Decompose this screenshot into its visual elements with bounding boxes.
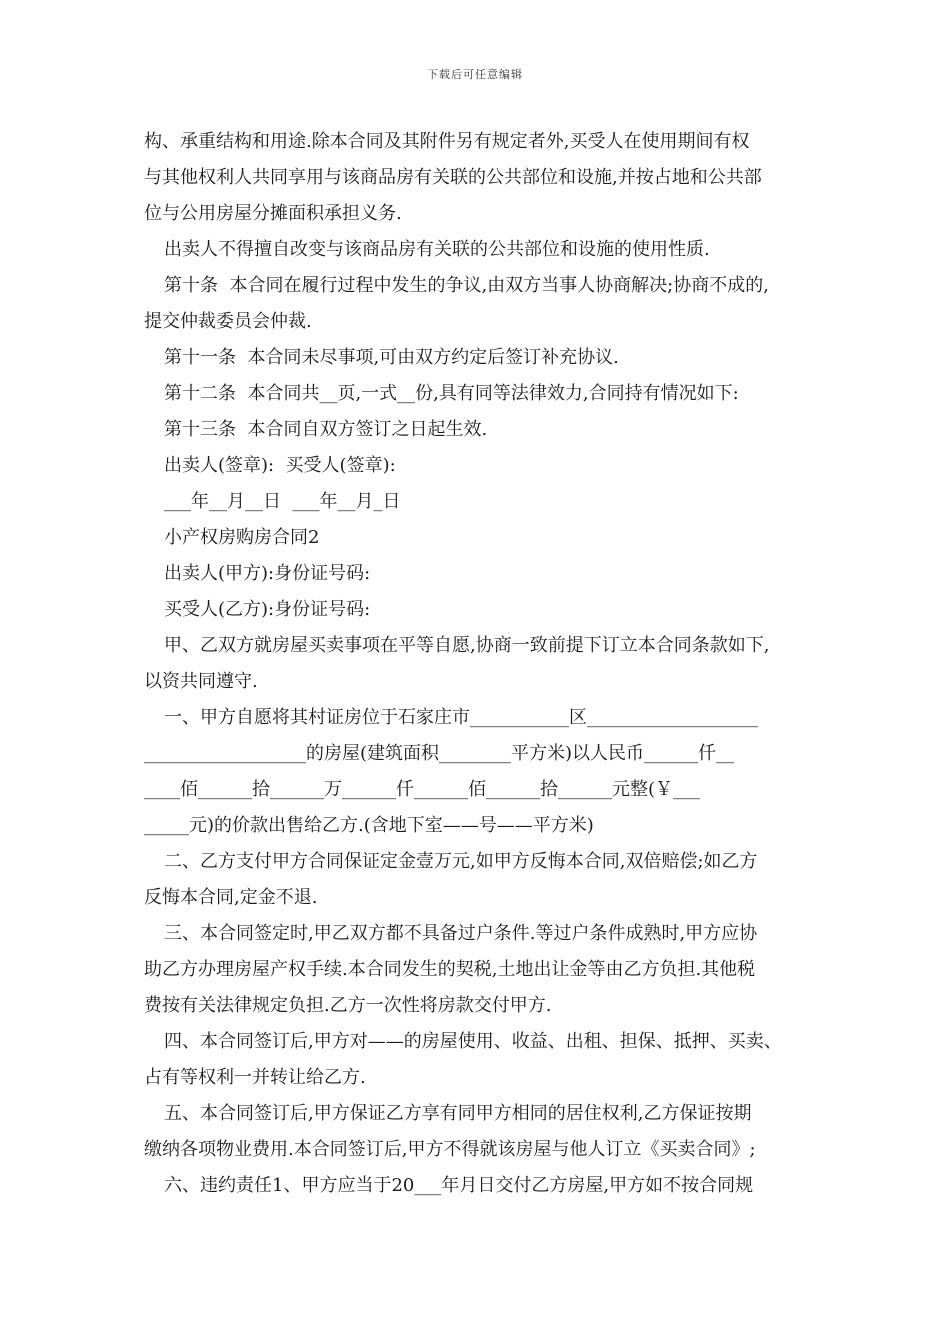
document-line: 出卖人(签章): 买受人(签章): <box>164 455 396 476</box>
document-line: 第十一条 本合同未尽事项,可由双方约定后签订补充协议. <box>164 347 619 368</box>
document-line: 缴纳各项物业费用.本合同签订后,甲方不得就该房屋与他人订立《买卖合同》; <box>144 1139 756 1160</box>
document-line: 买受人(乙方):身份证号码: <box>164 599 371 620</box>
document-line: 六、违约责任1、甲方应当于20___年月日交付乙方房屋,甲方如不按合同规 <box>164 1175 754 1196</box>
document-line: 出卖人不得擅自改变与该商品房有关联的公共部位和设施的使用性质. <box>164 239 710 260</box>
document-line: 第十条 本合同在履行过程中发生的争议,由双方当事人协商解决;协商不成的, <box>164 275 769 296</box>
document-line: 提交仲裁委员会仲裁. <box>144 311 312 332</box>
document-line: 一、甲方自愿将其村证房位于石家庄市___________区___________________ <box>164 707 758 728</box>
page-header: 下载后可任意编辑 <box>427 68 523 81</box>
document-line: ____佰______拾______万______仟______佰______拾______元整(￥___ <box>144 779 701 800</box>
document-line: 甲、乙双方就房屋买卖事项在平等自愿,协商一致前提下订立本合同条款如下, <box>164 635 770 656</box>
document-line: 出卖人(甲方):身份证号码: <box>164 563 371 584</box>
document-line: _____元)的价款出售给乙方.(含地下室——号——平方米) <box>144 815 594 836</box>
document-line: 构、承重结构和用途.除本合同及其附件另有规定者外,买受人在使用期间有权 <box>144 131 750 152</box>
document-body <box>144 124 824 1204</box>
document-line: 占有等权利一并转让给乙方. <box>144 1067 366 1088</box>
document-line: 五、本合同签订后,甲方保证乙方享有同甲方相同的居住权利,乙方保证按期 <box>164 1103 752 1124</box>
document-line: 三、本合同签定时,甲乙双方都不具备过户条件.等过户条件成熟时,甲方应协 <box>164 923 758 944</box>
document-line: __________________的房屋(建筑面积________平方米)以人民币______仟__ <box>144 743 735 764</box>
document-line: 助乙方办理房屋产权手续.本合同发生的契税,土地出让金等由乙方负担.其他税 <box>144 959 756 980</box>
document-line: ___年__月__日 ___年__月_日 <box>164 491 401 512</box>
document-line: 与其他权利人共同享用与该商品房有关联的公共部位和设施,并按占地和公共部 <box>144 167 762 188</box>
document-line: 第十三条 本合同自双方签订之日起生效. <box>164 419 488 440</box>
document-line: 四、本合同签订后,甲方对——的房屋使用、收益、出租、担保、抵押、买卖、 <box>164 1031 782 1052</box>
document-line: 二、乙方支付甲方合同保证定金壹万元,如甲方反悔本合同,双倍赔偿;如乙方 <box>164 851 758 872</box>
document-line: 第十二条 本合同共__页,一式__份,具有同等法律效力,合同持有情况如下: <box>164 383 739 404</box>
document-line: 小产权房购房合同2 <box>164 527 320 548</box>
document-line: 以资共同遵守. <box>144 671 258 692</box>
document-line: 反悔本合同,定金不退. <box>144 887 318 908</box>
document-line: 位与公用房屋分摊面积承担义务. <box>144 203 402 224</box>
document-line: 费按有关法律规定负担.乙方一次性将房款交付甲方. <box>144 995 552 1016</box>
